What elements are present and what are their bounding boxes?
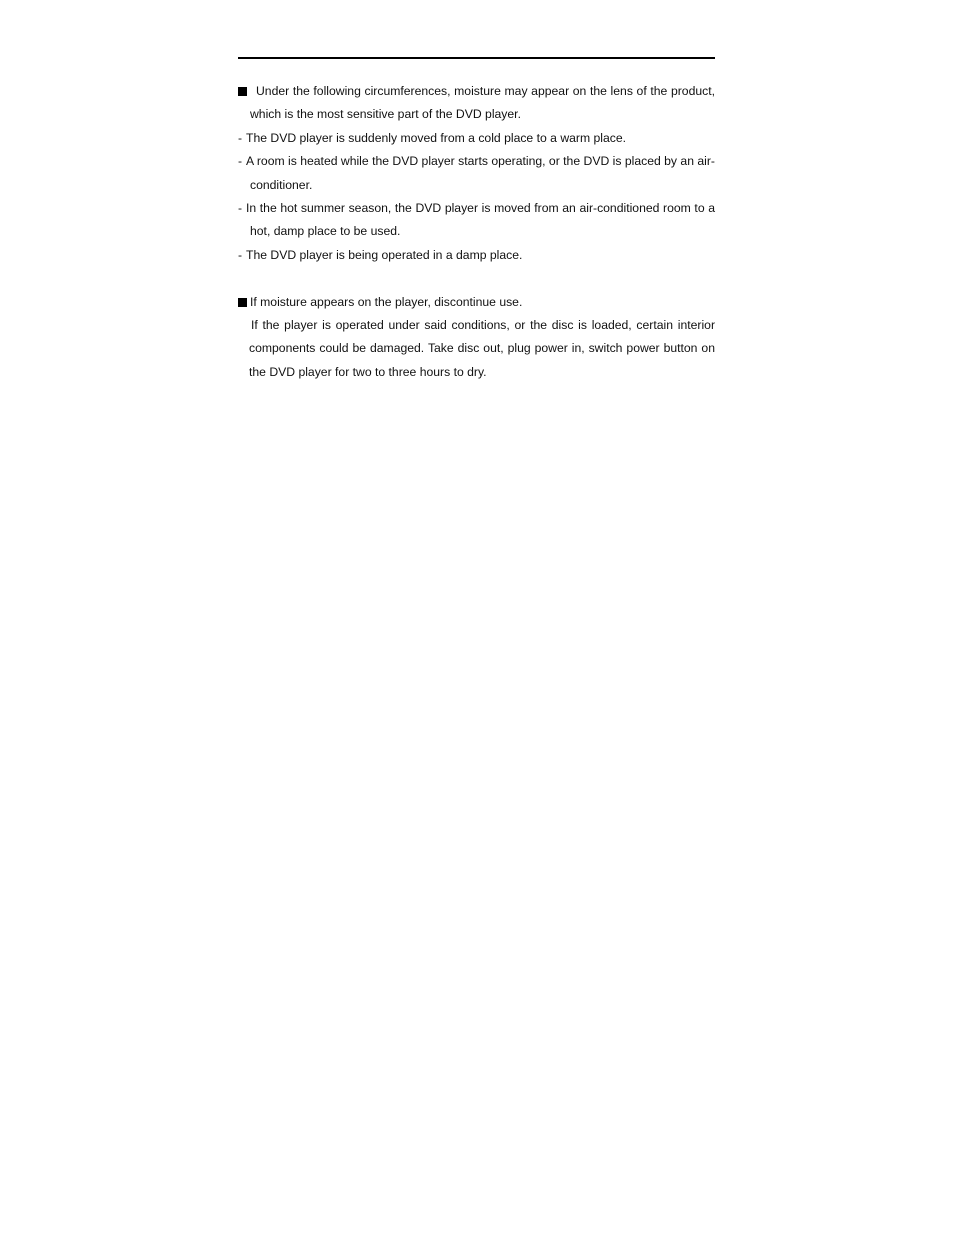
moisture-intro-paragraph: [238, 80, 715, 127]
condition-item-text: A room is heated while the DVD player starts operating, or the DVD is placed by an air-conditioner.: [246, 154, 715, 192]
square-bullet-icon: [238, 87, 247, 96]
dash-marker: -: [238, 201, 243, 216]
moisture-warning-body: If the player is operated under said conditions, or the disc is loaded, certain interior components could be damaged. Take disc out, plug power in, switch power button on the DVD player for two to three hours to dry.: [249, 318, 715, 379]
dash-marker: -: [238, 154, 243, 169]
dash-marker: -: [238, 247, 243, 262]
dash-marker: -: [238, 130, 243, 145]
moisture-intro-text: Under the following circumferences, moisture may appear on the lens of the product, which is the most sensitive part of the DVD player.: [250, 84, 715, 122]
condition-item-text: In the hot summer season, the DVD player is moved from an air-conditioned room to a hot, damp place to be used.: [246, 201, 715, 239]
moisture-warning-heading: [238, 291, 715, 314]
condition-item: [238, 244, 715, 267]
page-content: [238, 80, 715, 384]
condition-item-text: The DVD player is being operated in a damp place.: [246, 247, 523, 262]
condition-item: [238, 127, 715, 150]
header-rule: [238, 57, 715, 59]
square-bullet-icon: [238, 298, 247, 307]
condition-item-text: The DVD player is suddenly moved from a cold place to a warm place.: [246, 130, 627, 145]
moisture-warning-heading-text: If moisture appears on the player, discontinue use.: [250, 294, 523, 309]
condition-item: [238, 150, 715, 197]
condition-item: [238, 197, 715, 244]
